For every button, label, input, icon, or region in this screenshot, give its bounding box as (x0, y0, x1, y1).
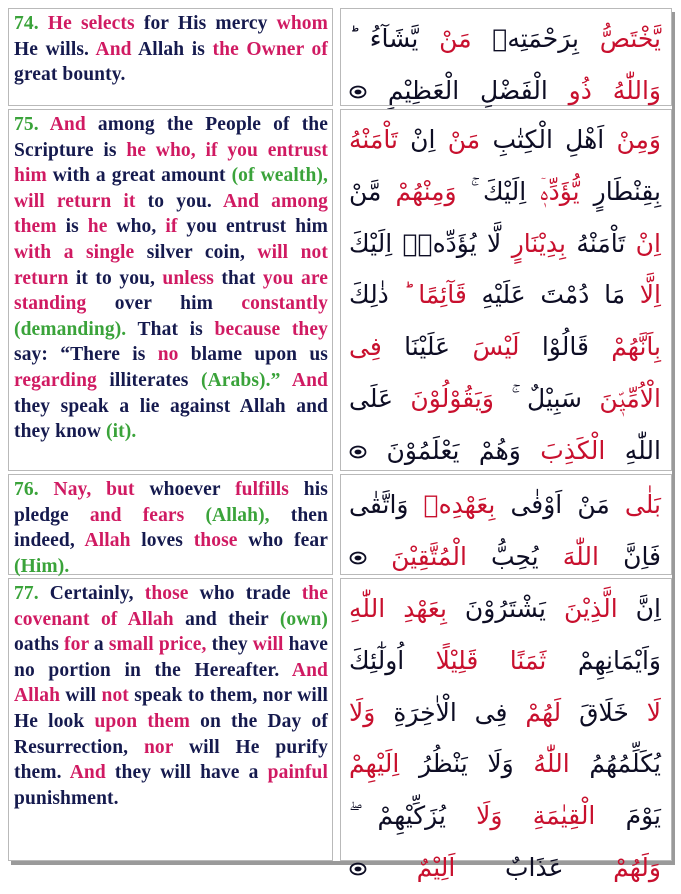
translation-segment: fulfills (235, 479, 289, 500)
arabic-line (349, 842, 661, 894)
arabic-line (349, 373, 661, 425)
translation-segment: among the People of the Scripture is (14, 114, 328, 161)
translation-segment: he who, (126, 139, 196, 161)
arabic-line (349, 166, 661, 218)
translation-segment: is (56, 216, 88, 238)
arabic-word: الْفَضْلِ الْعَظِيْمِ (387, 75, 548, 105)
translation-segment: And (291, 369, 328, 391)
arabic-word: عَلَيْهِ (466, 280, 526, 310)
translation-segment: then indeed, (14, 504, 328, 552)
arabic-word: مَنْ (562, 490, 610, 519)
arabic-word: اللّٰهُ (513, 749, 570, 779)
arabic-word: عَلَيْنَا (381, 332, 451, 362)
translation-segment: they speak a lie against Allah and they know (14, 395, 328, 443)
translation-segment: (own) (279, 608, 328, 630)
arabic-word: تَاْمَنْهُ (349, 125, 398, 154)
translation-segment: illiterates (96, 369, 202, 391)
arabic-line (349, 218, 661, 270)
arabic-word: وَهُمْ (459, 435, 521, 465)
arabic-word: وَلَا (349, 697, 376, 727)
arabic-word: وَاَيْمَانِهِمْ (546, 645, 661, 675)
translation-segment: whom (276, 13, 328, 34)
translation-segment: who fear (237, 530, 328, 552)
arabic-line (349, 738, 661, 790)
english-translation-cell (8, 109, 333, 471)
english-translation-cell (8, 8, 333, 106)
translation-segment: nor (143, 736, 174, 758)
arabic-line (349, 531, 661, 583)
translation-segment: the Owner of (212, 38, 328, 60)
translation-segment: those (193, 530, 238, 552)
translation-segment: if (165, 216, 178, 238)
translation-segment: He selects (47, 13, 135, 34)
arabic-word: وَاللّٰهُ (591, 75, 662, 105)
arabic-line (349, 479, 661, 531)
translation-segment: you are (262, 267, 328, 289)
translation-segment: regarding (14, 369, 97, 391)
arabic-word: اِنَّ (617, 594, 661, 623)
arabic-word: اَوْفٰى (495, 490, 563, 519)
arabic-word: بِدِيْنَارٍ (501, 228, 566, 258)
translation-segment: And Allah (14, 659, 328, 707)
arabic-word: اِلَيْكَ (349, 228, 393, 258)
translation-segment: Allah (84, 530, 131, 552)
translation-segment: whoever (134, 479, 236, 500)
arabic-word: مَا دُمْتَ (525, 280, 626, 310)
arabic-word: اللّٰهِ (605, 435, 661, 465)
arabic-line (349, 583, 661, 635)
arabic-word: مَّنْ (349, 176, 382, 206)
translation-segment: that (213, 267, 263, 289)
translation-segment: but (106, 479, 135, 500)
arabic-word: اَلِيْمٌ (416, 852, 456, 882)
translation-segment: for (64, 634, 89, 656)
arabic-verse-cell (340, 109, 672, 471)
translation-segment: And among them (14, 190, 328, 238)
translation-segment: will (252, 634, 284, 656)
english-translation (14, 112, 328, 445)
arabic-word: وَمِنْ (604, 125, 661, 154)
translation-segment: if you entrust him (14, 139, 328, 187)
translation-segment: he (87, 216, 108, 238)
verse-table (8, 8, 672, 882)
translation-segment: and fears (89, 504, 185, 526)
translation-segment: they (291, 318, 328, 340)
translation-segment: speak to them, nor will He look (14, 685, 328, 732)
verse-number: 74. (14, 13, 48, 34)
translation-segment: over him (86, 293, 242, 315)
arabic-word: اِنْ (625, 228, 661, 258)
translation-segment: for His mercy (134, 13, 277, 34)
arabic-word: قَآئِمًا ؕ (388, 280, 467, 310)
arabic-line (349, 687, 661, 739)
translation-segment: That is (126, 318, 215, 340)
arabic-line (349, 425, 661, 477)
translation-segment: they will have a (105, 762, 268, 784)
arabic-word: يَّشَآءُ ؕ (349, 24, 419, 53)
translation-segment: small price, (108, 634, 207, 656)
translation-segment: because (214, 318, 281, 340)
english-translation-cell (8, 578, 333, 861)
arabic-word: ثَمَنًا قَلِيْلًا (404, 645, 547, 675)
verse-row (8, 8, 672, 106)
translation-segment: Nay, (53, 479, 92, 500)
arabic-line (349, 114, 661, 166)
arabic-word: فَاِنَّ (598, 541, 662, 571)
translation-segment: (demanding). (14, 318, 127, 340)
translation-segment: blame upon us (178, 344, 328, 366)
arabic-word: مَنْ (435, 125, 481, 154)
translation-segment (280, 319, 292, 340)
arabic-word: وَاتَّقٰى (349, 490, 409, 519)
arabic-word: يَشْتَرُوْنَ (446, 594, 546, 623)
arabic-word: الْمُتَّقِيْنَ (391, 541, 467, 571)
translation-segment: (Arabs).” (201, 369, 281, 391)
arabic-word: اِلَيْكَ ۚ (456, 176, 527, 206)
translation-segment: of Allah (100, 608, 186, 630)
verse-number: 75. (14, 114, 50, 135)
arabic-word: الْاُمِّيّٖنَ (581, 383, 662, 413)
arabic-word: بِقِنْطَارٍ (579, 176, 661, 206)
arabic-word: وَمِنْهُمْ (381, 176, 457, 206)
translation-segment: have no portion in the Hereafter. (14, 634, 329, 681)
arabic-word: يُّؤَدِّهٖۤ (526, 176, 580, 206)
arabic-word: لَّا يُؤَدِّهٖۤ (392, 228, 502, 258)
translation-segment: punishment. (14, 787, 119, 809)
arabic-word: قَالُوْا (519, 332, 589, 362)
arabic-word: اَهْلِ الْكِتٰبِ (480, 125, 605, 154)
arabic-word: يَّخْتَصُّ (578, 24, 661, 53)
arabic-word: وَلَا (445, 801, 503, 831)
translation-segment: will return it (14, 190, 136, 212)
arabic-word: اُولٰٓئِكَ (349, 645, 405, 675)
translation-segment: He wills. (14, 38, 96, 60)
translation-segment: you entrust him (177, 216, 329, 238)
verse-end-marker-icon (349, 445, 367, 459)
arabic-word: تَاْمَنْهُ (565, 228, 626, 258)
arabic-verse (349, 583, 661, 894)
arabic-word: اِنْ (397, 125, 436, 154)
arabic-word: عَذَابٌ (455, 852, 564, 882)
translation-segment: say: “There is (14, 344, 158, 366)
arabic-line (349, 321, 661, 373)
english-translation (14, 581, 328, 811)
arabic-word: بِرَحْمَتِهٖ (471, 24, 579, 53)
arabic-verse (349, 114, 661, 477)
arabic-word: يُكَلِّمُهُمُ (569, 749, 661, 779)
arabic-word: فِى (349, 332, 382, 362)
arabic-word: ذُو (547, 75, 592, 105)
verse-end-marker-icon (349, 862, 367, 876)
translation-segment: to you. (135, 190, 223, 212)
arabic-word: بِعَهْدِهٖ (408, 490, 496, 519)
verse-end-marker-icon (349, 551, 367, 565)
arabic-verse-cell (340, 8, 672, 106)
arabic-verse (349, 479, 661, 583)
arabic-line (349, 269, 661, 321)
arabic-line (349, 790, 661, 842)
arabic-word: يُحِبُّ (466, 541, 539, 571)
arabic-word: اِلَّا (625, 280, 661, 310)
arabic-word: خَلَاقَ (561, 697, 629, 727)
translation-segment (184, 505, 205, 526)
translation-segment: unless (162, 267, 214, 289)
translation-segment: the (301, 583, 328, 604)
arabic-word: الْكَذِبَ (520, 435, 606, 465)
translation-segment: silver coin, (134, 241, 258, 263)
translation-segment: And (49, 114, 86, 135)
arabic-word: لَا (628, 697, 661, 727)
translation-segment: painful (267, 762, 328, 784)
arabic-word: وَلَا يَنْظُرُ (399, 749, 514, 779)
english-translation (14, 477, 328, 579)
translation-segment: who, (107, 216, 166, 238)
arabic-word: يَوْمَ (595, 801, 661, 831)
arabic-word: اللّٰهَ (538, 541, 599, 571)
verse-row (8, 474, 672, 575)
translation-segment: a (88, 634, 109, 656)
arabic-word: بِعَهْدِ اللّٰهِ (349, 594, 447, 623)
verse-end-marker-icon (349, 85, 367, 99)
translation-segment: those (144, 583, 189, 604)
arabic-word: الَّذِيْنَ (545, 594, 618, 623)
arabic-word: مَنْ (418, 24, 472, 53)
translation-segment: (Allah), (205, 504, 270, 526)
english-translation (14, 11, 328, 88)
translation-segment: will not return (14, 241, 328, 289)
translation-segment (280, 370, 291, 391)
translation-segment: they (206, 634, 253, 656)
translation-segment: and their (185, 608, 280, 630)
english-translation-cell (8, 474, 333, 575)
arabic-verse-cell (340, 474, 672, 575)
translation-segment: Certainly, (49, 583, 134, 604)
arabic-word: بِاَنَّهُمْ (588, 332, 661, 362)
translation-segment: not (101, 685, 129, 707)
arabic-word: يُزَكِّيْهِمْ ۖ (349, 801, 446, 831)
translation-segment: will He purify them. (14, 736, 328, 784)
translation-segment: covenant (14, 608, 101, 630)
arabic-word: اِلَيْهِمْ (349, 749, 400, 779)
translation-segment: with a single (14, 241, 135, 263)
translation-segment: with a great amount (46, 165, 232, 187)
translation-segment: standing (14, 293, 87, 315)
arabic-line (349, 635, 661, 687)
translation-segment: no (157, 344, 179, 366)
translation-segment (134, 583, 145, 604)
verse-row (8, 578, 672, 882)
translation-segment: And (95, 38, 132, 60)
translation-segment: (it). (106, 421, 137, 443)
verse-number: 77. (14, 583, 50, 604)
translation-segment: his pledge (14, 479, 328, 526)
arabic-word: يَعْلَمُوْنَ (386, 435, 460, 465)
arabic-word: فِى الْاٰخِرَةِ (375, 697, 508, 727)
translation-segment (196, 140, 206, 161)
translation-segment: Allah is (131, 38, 213, 60)
translation-segment: upon them (94, 710, 190, 732)
translation-segment: (of wealth), (231, 165, 328, 187)
translation-segment: it to you, (68, 267, 163, 289)
arabic-word: لَهُمْ (507, 697, 562, 727)
translation-segment: loves (130, 530, 194, 552)
translation-segment: great bounty. (14, 64, 126, 86)
translation-segment: (Him). (14, 555, 70, 577)
arabic-word: بَلٰى (609, 490, 661, 519)
arabic-word: ذٰلِكَ (349, 280, 389, 310)
arabic-word: الْقِيٰمَةِ (502, 801, 596, 831)
arabic-line (349, 13, 661, 65)
translation-segment: who trade (188, 583, 302, 604)
arabic-verse (349, 13, 661, 117)
arabic-word: وَيَقُوْلُوْنَ (393, 383, 494, 413)
arabic-word: عَلَى (349, 383, 394, 413)
translation-segment: oaths (14, 634, 64, 656)
verse-number: 76. (14, 479, 54, 500)
translation-segment: on the Day of Resurrection, (14, 710, 328, 758)
arabic-word: وَلَهُمْ (563, 852, 661, 882)
translation-segment: will (60, 685, 102, 707)
arabic-verse-cell (340, 578, 672, 882)
arabic-word: سَبِيْلٌ ۚ (493, 383, 582, 413)
arabic-word: لَيْسَ (450, 332, 520, 362)
translation-segment (91, 479, 106, 500)
translation-segment: constantly (241, 293, 328, 315)
verse-row (8, 109, 672, 471)
translation-segment: And (69, 762, 106, 784)
